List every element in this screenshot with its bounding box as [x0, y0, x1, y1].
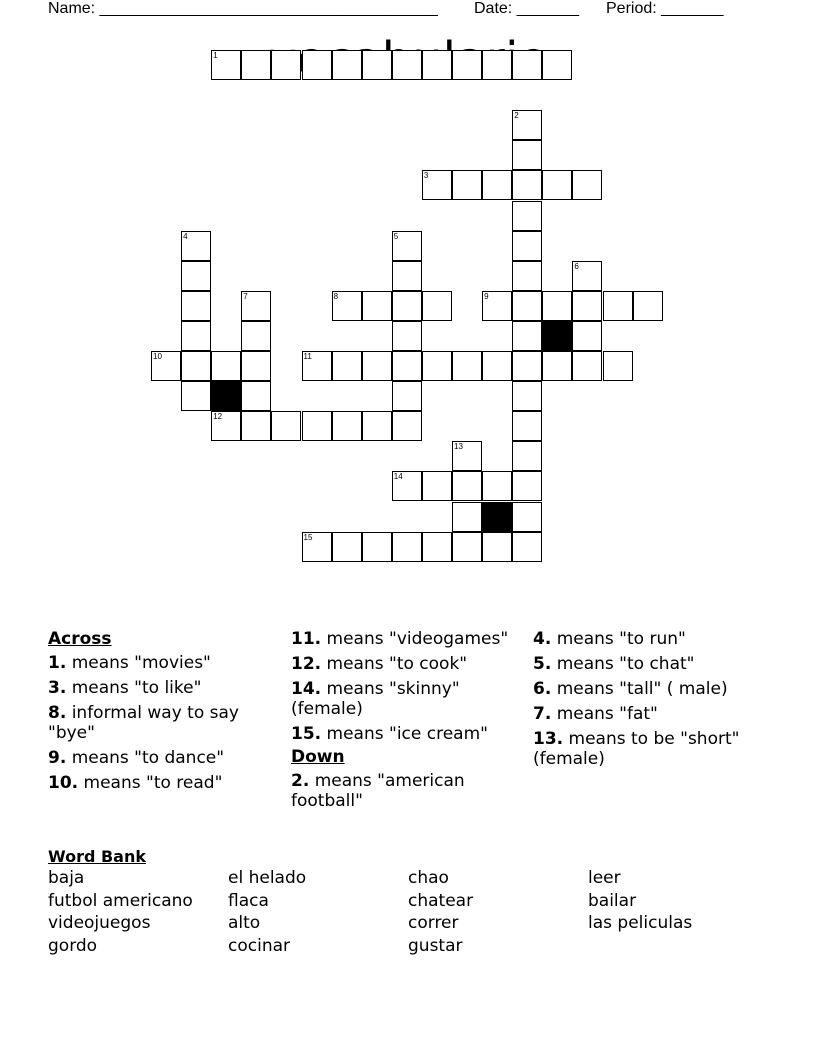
- down-clue-list: [291, 771, 519, 811]
- grid-cell[interactable]: [512, 50, 542, 80]
- grid-cell[interactable]: [603, 291, 633, 321]
- grid-cell[interactable]: [362, 532, 392, 562]
- grid-cell[interactable]: [572, 291, 602, 321]
- grid-cell[interactable]: [512, 291, 542, 321]
- clue: [533, 679, 748, 699]
- grid-cell[interactable]: [271, 411, 301, 441]
- clue-text: means "fat": [551, 704, 658, 724]
- grid-cell[interactable]: [512, 381, 542, 411]
- clue-number: 10.: [48, 773, 79, 793]
- grid-cell[interactable]: [392, 321, 422, 351]
- clue-number: 5: [393, 231, 399, 241]
- clue-number: 9: [484, 291, 489, 301]
- grid-cell[interactable]: [512, 351, 542, 381]
- grid-cell[interactable]: [572, 170, 602, 200]
- grid-cell[interactable]: [482, 351, 512, 381]
- clues-column-3: [533, 629, 748, 774]
- grid-cell[interactable]: [452, 471, 482, 501]
- clue-text: means "ice cream": [321, 724, 488, 744]
- clue-number: 4: [183, 231, 188, 241]
- clue: [291, 724, 519, 744]
- clue-text: means "to chat": [551, 654, 695, 674]
- grid-cell[interactable]: [332, 50, 362, 80]
- grid-cell[interactable]: [452, 170, 482, 200]
- grid-cell[interactable]: [362, 411, 392, 441]
- clue-number: 11.: [291, 629, 322, 649]
- grid-cell[interactable]: [512, 170, 542, 200]
- grid-block: [482, 502, 512, 532]
- grid-cell[interactable]: [271, 50, 301, 80]
- grid-cell[interactable]: [482, 471, 512, 501]
- grid-cell[interactable]: [452, 351, 482, 381]
- grid-cell[interactable]: [452, 502, 482, 532]
- word-bank-item: el helado: [228, 868, 307, 888]
- clue: [291, 629, 519, 649]
- clue-text: means "tall" ( male): [551, 679, 728, 699]
- clue-text: means "to like": [66, 678, 202, 698]
- grid-cell[interactable]: [181, 291, 211, 321]
- clue-text: means "american football": [291, 771, 465, 811]
- down-clue-list-continued: [533, 629, 748, 769]
- grid-cell[interactable]: [181, 261, 211, 291]
- clue: [48, 678, 278, 698]
- grid-cell[interactable]: [482, 170, 512, 200]
- clue: [533, 704, 748, 724]
- across-heading: Across: [48, 629, 112, 649]
- clue-number: 7: [243, 291, 248, 301]
- clue-text: means "skinny" (female): [291, 679, 460, 719]
- clue-number: 4.: [533, 629, 552, 649]
- clue-number: 2: [514, 111, 519, 121]
- grid-cell[interactable]: [392, 50, 422, 80]
- grid-cell[interactable]: [512, 471, 542, 501]
- word-bank-item: chao: [408, 868, 449, 888]
- grid-cell[interactable]: [512, 321, 542, 351]
- clue-text: means "to read": [78, 773, 223, 793]
- clue: [48, 703, 278, 743]
- word-bank-item: las peliculas: [588, 913, 693, 933]
- clue-number: 14: [393, 472, 403, 482]
- clue-text: means to be "short" (female): [533, 729, 740, 769]
- across-clue-list-continued: [291, 629, 519, 744]
- grid-cell[interactable]: [211, 351, 241, 381]
- clue-number: 3: [423, 171, 429, 181]
- word-bank-item: futbol americano: [48, 890, 193, 911]
- grid-cell[interactable]: [572, 351, 602, 381]
- clue-number: 13.: [533, 729, 564, 749]
- clue-number: 12.: [291, 654, 322, 674]
- word-bank-title: Word Bank: [48, 847, 147, 866]
- grid-cell[interactable]: [422, 351, 452, 381]
- grid-cell[interactable]: [241, 411, 271, 441]
- name-field-label: Name: ______________________________________: [48, 0, 438, 17]
- clue-number: 11: [303, 352, 312, 361]
- clue: [533, 629, 748, 649]
- clue: [48, 773, 278, 793]
- down-heading: Down: [291, 747, 345, 767]
- clue: [48, 653, 278, 673]
- grid-cell[interactable]: [332, 351, 362, 381]
- grid-cell[interactable]: [362, 50, 392, 80]
- word-bank-item: flaca: [228, 890, 269, 911]
- word-bank-item: cocinar: [228, 935, 290, 956]
- word-bank-item: bailar: [588, 890, 637, 911]
- clue-text: means "to run": [551, 629, 686, 649]
- clues-column-1: [48, 629, 278, 798]
- clue-number: 3.: [48, 678, 67, 698]
- grid-cell[interactable]: [512, 231, 542, 261]
- grid-cell[interactable]: [512, 140, 542, 170]
- grid-cell[interactable]: [422, 471, 452, 501]
- clue-number: 8: [333, 291, 339, 301]
- clue-number: 8.: [48, 703, 67, 723]
- word-bank-item: videojuegos: [48, 913, 151, 933]
- word-bank-item: baja: [48, 868, 85, 888]
- date-field-label: Date: _______: [474, 0, 579, 17]
- grid-cell[interactable]: [181, 321, 211, 351]
- clue-text: informal way to say "bye": [48, 703, 239, 743]
- grid-cell[interactable]: [452, 50, 482, 80]
- grid-cell[interactable]: [241, 50, 271, 80]
- grid-cell[interactable]: [241, 381, 271, 411]
- clue-number: 5.: [533, 654, 552, 674]
- grid-cell[interactable]: [181, 351, 211, 381]
- clue-number: 9.: [48, 748, 67, 768]
- clue-number: 15.: [291, 724, 322, 744]
- grid-cell[interactable]: [362, 351, 392, 381]
- clues-column-2: [291, 629, 519, 816]
- grid-cell[interactable]: [512, 502, 542, 532]
- grid-cell[interactable]: [482, 532, 512, 562]
- grid-cell[interactable]: [542, 50, 572, 80]
- grid-cell[interactable]: [422, 291, 452, 321]
- clue: [48, 748, 278, 768]
- clue-text: means "videogames": [321, 629, 509, 649]
- clue: [533, 729, 748, 769]
- grid-cell[interactable]: [482, 50, 512, 80]
- clue-number: 2.: [291, 771, 310, 791]
- grid-block: [211, 381, 241, 411]
- grid-cell[interactable]: [362, 291, 392, 321]
- clue-number: 13: [454, 442, 463, 452]
- grid-cell[interactable]: [572, 321, 602, 351]
- clue-number: 12: [213, 412, 223, 422]
- grid-cell[interactable]: [512, 532, 542, 562]
- grid-cell[interactable]: [241, 321, 271, 351]
- grid-cell[interactable]: [542, 351, 572, 381]
- word-bank-item: chatear: [408, 890, 474, 911]
- clue-text: means "to dance": [66, 748, 225, 768]
- clue: [291, 679, 519, 719]
- grid-cell[interactable]: [392, 261, 422, 291]
- grid-cell[interactable]: [181, 381, 211, 411]
- clue-number: 10: [153, 352, 162, 361]
- word-bank-item: gustar: [408, 935, 463, 956]
- grid-cell[interactable]: [633, 291, 663, 321]
- word-bank-item: alto: [228, 913, 261, 933]
- grid-cell[interactable]: [302, 411, 332, 441]
- grid-cell[interactable]: [392, 411, 422, 441]
- across-clue-list: [48, 653, 278, 793]
- grid-cell[interactable]: [542, 170, 572, 200]
- clue: [291, 654, 519, 674]
- clue-number: 6: [574, 261, 579, 271]
- grid-block: [542, 321, 572, 351]
- grid-cell[interactable]: [512, 441, 542, 471]
- grid-cell[interactable]: [332, 411, 362, 441]
- word-bank: [48, 868, 768, 956]
- grid-cell[interactable]: [512, 411, 542, 441]
- grid-cell[interactable]: [241, 351, 271, 381]
- grid-cell[interactable]: [422, 50, 452, 80]
- word-bank-item: gordo: [48, 935, 98, 956]
- grid-cell[interactable]: [392, 351, 422, 381]
- grid-cell[interactable]: [603, 351, 633, 381]
- clue-text: means "movies": [66, 653, 211, 673]
- clue-number: 7.: [533, 704, 552, 724]
- grid-cell[interactable]: [332, 532, 362, 562]
- clue: [291, 771, 519, 811]
- clue: [533, 654, 748, 674]
- clue-text: means "to cook": [321, 654, 468, 674]
- clue-number: 1: [213, 51, 218, 60]
- grid-cell[interactable]: [512, 261, 542, 291]
- clue-number: 15: [303, 532, 313, 542]
- grid-cell[interactable]: [392, 381, 422, 411]
- grid-cell[interactable]: [392, 532, 422, 562]
- word-bank-item: correr: [408, 913, 459, 933]
- grid-cell[interactable]: [422, 532, 452, 562]
- clue-number: 14.: [291, 679, 322, 699]
- grid-cell[interactable]: [452, 532, 482, 562]
- clue-number: 1.: [48, 653, 67, 673]
- grid-cell[interactable]: [512, 201, 542, 231]
- grid-cell[interactable]: [542, 291, 572, 321]
- grid-cell[interactable]: [302, 50, 332, 80]
- word-bank-item: leer: [588, 868, 621, 888]
- period-field-label: Period: _______: [606, 0, 724, 17]
- clue-number: 6.: [533, 679, 552, 699]
- grid-cell[interactable]: [392, 291, 422, 321]
